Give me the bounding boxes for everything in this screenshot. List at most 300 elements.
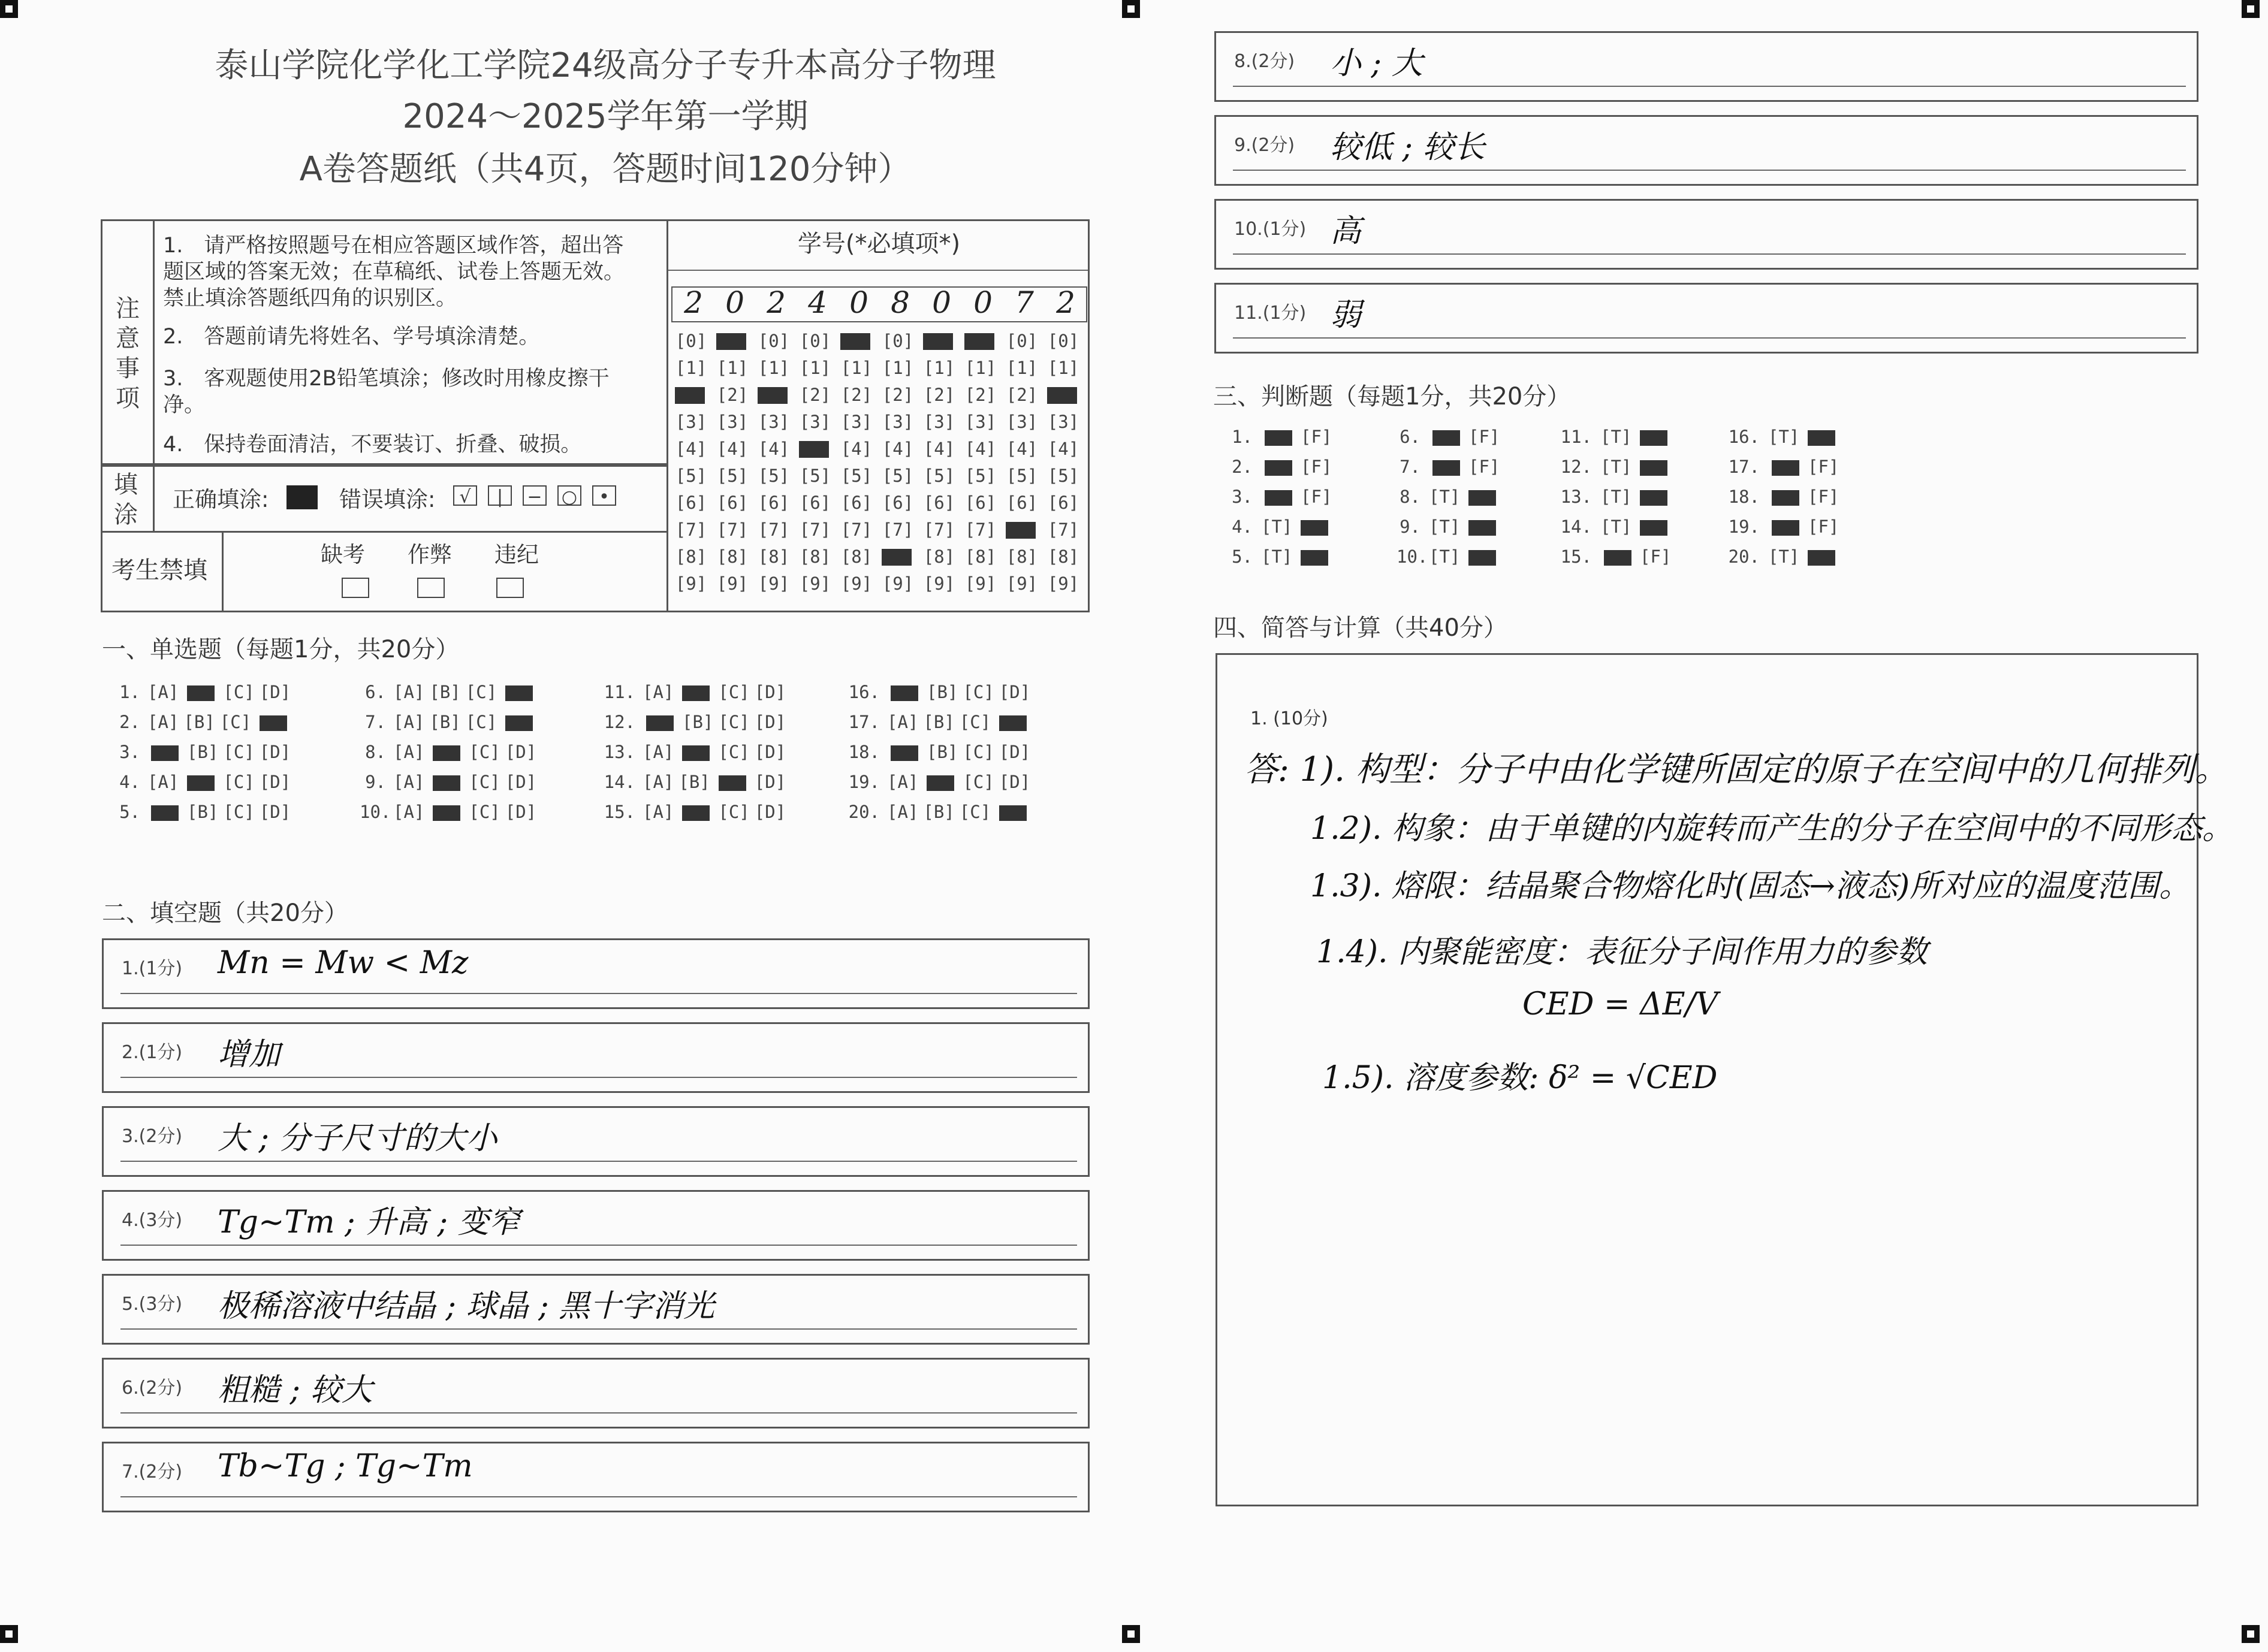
mc-option[interactable]: [A] (393, 802, 425, 822)
tf-option-filled[interactable] (1772, 490, 1799, 506)
student-id-bubble[interactable]: [8] (1006, 546, 1038, 567)
student-id-bubble[interactable]: [0] (1006, 331, 1038, 351)
mc-option-filled[interactable] (682, 805, 710, 821)
fill-blank-box[interactable] (1214, 199, 2198, 270)
fill-blank-box[interactable] (1214, 283, 2198, 354)
mc-option[interactable]: [C] (963, 742, 994, 762)
student-id-left-border (666, 219, 668, 612)
mc-option[interactable]: [B] (429, 712, 461, 732)
tf-option-filled[interactable] (1808, 430, 1835, 446)
tf-option[interactable]: [F] (1468, 427, 1500, 447)
tf-option-filled[interactable] (1265, 460, 1292, 476)
answer-line-3: 1.3). 熔限：结晶聚合物熔化时(固态→液态)所对应的温度范围。 (1310, 868, 2191, 904)
student-id-bubble[interactable]: [9] (923, 573, 955, 594)
mc-option[interactable]: [C] (963, 682, 994, 702)
tf-question-row (1726, 427, 1841, 447)
answer-line-4: 1.4). 内聚能密度：表征分子间作用力的参数 (1316, 934, 1928, 970)
student-id-bubble[interactable]: [5] (964, 466, 997, 486)
student-id-bubble[interactable]: [6] (799, 493, 831, 513)
tf-question-row (1397, 457, 1502, 477)
student-id-bubble[interactable]: [8] (675, 546, 707, 567)
tf-option-filled[interactable] (1432, 460, 1460, 476)
tf-option-filled[interactable] (1265, 490, 1292, 506)
student-id-bubble[interactable]: [1] (840, 358, 873, 378)
student-id-bubble[interactable]: [2] (923, 385, 955, 405)
mc-option[interactable]: [C] (718, 742, 750, 762)
student-id-bubble[interactable]: [3] (675, 412, 707, 432)
tf-option[interactable]: [T] (1429, 546, 1461, 567)
student-id-bubble-filled[interactable] (964, 333, 994, 350)
student-id-bubble[interactable]: [7] (675, 520, 707, 540)
mc-option[interactable]: [D] (259, 682, 291, 702)
mc-option[interactable]: [B] (187, 742, 219, 762)
fill-guide-wrong-label: 错误填涂: (339, 487, 436, 512)
student-id-bubble[interactable]: [7] (1047, 520, 1079, 540)
fill-blank-answer: Tg~Tm ; 升高 ; 变窄 (218, 1204, 520, 1240)
mc-option-filled[interactable] (891, 685, 918, 701)
tf-question-number: 17. (1728, 457, 1760, 477)
mc-option[interactable]: [D] (754, 682, 786, 702)
student-id-bubble[interactable]: [0] (675, 331, 707, 351)
student-id-bubble-filled[interactable] (799, 441, 829, 458)
tf-option-filled[interactable] (1432, 430, 1460, 446)
student-id-bubble[interactable]: [5] (799, 466, 831, 486)
student-id-digit: 0 (849, 285, 868, 320)
student-id-bubble[interactable]: [1] (758, 358, 790, 378)
student-id-bubble[interactable]: [7] (840, 520, 873, 540)
student-id-bubble-filled[interactable] (1047, 387, 1077, 404)
fill-guide-label: 填涂 (114, 471, 138, 528)
student-id-bubble-filled[interactable] (758, 387, 788, 404)
tf-question-row (1558, 546, 1673, 567)
mc-option[interactable]: [B] (183, 712, 215, 732)
tf-option[interactable]: [T] (1429, 487, 1461, 507)
student-id-bubble[interactable]: [1] (923, 358, 955, 378)
student-id-bubble[interactable]: [3] (799, 412, 831, 432)
mc-option[interactable]: [D] (259, 742, 291, 762)
student-id-bubble[interactable]: [3] (840, 412, 873, 432)
tf-option-filled[interactable] (1301, 520, 1328, 536)
mc-option[interactable]: [C] (223, 742, 255, 762)
student-id-bubble[interactable]: [5] (1047, 466, 1079, 486)
mc-option[interactable]: [C] (718, 682, 750, 702)
student-id-bubble[interactable]: [8] (799, 546, 831, 567)
mc-option[interactable]: [B] (678, 772, 710, 792)
fill-blank-answer: Mn = Mw < Mz (218, 945, 469, 981)
mc-option[interactable]: [C] (469, 742, 500, 762)
student-id-bubble[interactable]: [2] (882, 385, 914, 405)
mc-option[interactable]: [B] (927, 682, 958, 702)
fill-blank-box[interactable] (102, 938, 1090, 1009)
notice-label: 注意事项 (116, 295, 140, 412)
mc-option-filled[interactable] (260, 715, 287, 731)
tf-option[interactable]: [T] (1600, 487, 1632, 507)
wrong-sample-bar: | (488, 485, 512, 506)
student-id-bubble[interactable]: [1] (1006, 358, 1038, 378)
mc-option[interactable]: [B] (429, 682, 461, 702)
mc-option-filled[interactable] (682, 745, 710, 761)
tf-option[interactable]: [F] (1808, 487, 1839, 507)
student-id-bubble[interactable]: [2] (1006, 385, 1038, 405)
fill-blank-box[interactable] (102, 1022, 1090, 1093)
tf-question-row (1726, 457, 1841, 477)
student-id-bubble[interactable]: [2] (716, 385, 749, 405)
student-id-bubble[interactable]: [6] (923, 493, 955, 513)
mc-option[interactable]: [A] (393, 772, 425, 792)
mc-question-number: 16. (848, 682, 880, 702)
student-id-bubble[interactable]: [8] (964, 546, 997, 567)
exam-paper-info: A卷答题纸（共4页，答题时间120分钟） (299, 150, 912, 189)
mc-option-filled[interactable] (187, 685, 215, 701)
tf-option[interactable]: [T] (1261, 546, 1293, 567)
student-id-bubble[interactable]: [4] (1047, 439, 1079, 459)
student-id-bubble[interactable]: [5] (840, 466, 873, 486)
fill-guide-correct-label: 正确填涂: (173, 487, 269, 512)
student-id-bubble[interactable]: [6] (675, 493, 707, 513)
tf-option-filled[interactable] (1772, 460, 1799, 476)
student-id-bubble[interactable]: [5] (1006, 466, 1038, 486)
mc-option[interactable]: [D] (999, 742, 1031, 762)
mc-option[interactable]: [D] (505, 802, 537, 822)
mc-option-filled[interactable] (151, 805, 179, 821)
tf-option[interactable]: [T] (1768, 546, 1800, 567)
flag-violation-checkbox[interactable] (496, 578, 524, 598)
student-id-bubble[interactable]: [9] (716, 573, 749, 594)
student-id-bubble[interactable]: [5] (882, 466, 914, 486)
student-id-bubble[interactable]: [6] (964, 493, 997, 513)
mc-option[interactable]: [C] (959, 712, 991, 732)
student-id-bubble[interactable]: [2] (840, 385, 873, 405)
student-id-bubble[interactable]: [5] (675, 466, 707, 486)
student-id-bubble[interactable]: [0] (1047, 331, 1079, 351)
student-id-bubble[interactable]: [4] (840, 439, 873, 459)
fill-blank-box[interactable] (102, 1442, 1090, 1512)
student-id-bubble[interactable]: [4] (716, 439, 749, 459)
student-id-bubble[interactable]: [5] (923, 466, 955, 486)
flag-absent-label: 缺考 (321, 542, 365, 567)
student-id-bubble[interactable]: [9] (799, 573, 831, 594)
student-id-bubble[interactable]: [9] (882, 573, 914, 594)
tf-question-row (1558, 427, 1673, 447)
fill-blank-box[interactable] (102, 1190, 1090, 1261)
student-id-bubble[interactable]: [9] (840, 573, 873, 594)
mc-question-row (599, 772, 788, 792)
fill-blank-box[interactable] (102, 1358, 1090, 1428)
tf-option-filled[interactable] (1640, 430, 1667, 446)
student-id-bubble-filled[interactable] (675, 387, 705, 404)
mc-option[interactable]: [A] (643, 682, 674, 702)
mc-option[interactable]: [D] (999, 772, 1031, 792)
tf-option-filled[interactable] (1468, 520, 1496, 536)
tf-option[interactable]: [T] (1600, 427, 1632, 447)
mc-option[interactable]: [C] (959, 802, 991, 822)
student-id-bubble[interactable]: [9] (758, 573, 790, 594)
mc-option-filled[interactable] (433, 775, 460, 791)
student-id-bubble[interactable]: [1] (675, 358, 707, 378)
mc-option[interactable]: [C] (718, 712, 750, 732)
mc-option-filled[interactable] (187, 775, 215, 791)
student-id-bubble[interactable]: [7] (758, 520, 790, 540)
mc-option[interactable]: [D] (259, 772, 291, 792)
mc-question-row (844, 772, 1033, 792)
tf-question-row (1229, 546, 1334, 567)
fill-blank-number: 3.(2分) (122, 1126, 183, 1147)
fill-blank-underline (1233, 253, 2186, 255)
student-id-bubble[interactable]: [1] (1047, 358, 1079, 378)
mc-option[interactable]: [A] (643, 742, 674, 762)
tf-option-filled[interactable] (1640, 460, 1667, 476)
mc-option[interactable]: [C] (219, 712, 252, 732)
student-id-bubble[interactable]: [8] (758, 546, 790, 567)
student-id-bubble[interactable]: [7] (799, 520, 831, 540)
tf-option[interactable]: [T] (1429, 517, 1461, 537)
tf-option-filled[interactable] (1604, 550, 1631, 566)
tf-question-row (1229, 457, 1334, 477)
student-id-bubble[interactable]: [4] (964, 439, 997, 459)
student-id-bubble[interactable]: [5] (758, 466, 790, 486)
student-id-bubble[interactable]: [8] (840, 546, 873, 567)
mc-option[interactable]: [A] (393, 742, 425, 762)
student-id-bubble[interactable]: [6] (716, 493, 749, 513)
student-id-bubble[interactable]: [5] (716, 466, 749, 486)
student-id-bubble[interactable]: [1] (716, 358, 749, 378)
mc-option-filled[interactable] (682, 685, 710, 701)
student-id-bubble[interactable]: [3] (882, 412, 914, 432)
mc-option-filled[interactable] (433, 745, 460, 761)
student-id-bubble[interactable]: [2] (964, 385, 997, 405)
mc-option[interactable]: [B] (187, 802, 219, 822)
fill-guide-correct-sample (286, 485, 318, 509)
mc-option[interactable]: [A] (393, 682, 425, 702)
tf-option[interactable]: [F] (1468, 457, 1500, 477)
flag-violation-label: 违纪 (494, 542, 539, 567)
student-id-bubble[interactable]: [9] (964, 573, 997, 594)
mc-option-filled[interactable] (433, 805, 460, 821)
tf-option[interactable]: [F] (1301, 427, 1332, 447)
mc-option[interactable]: [C] (223, 682, 255, 702)
fill-blank-number: 10.(1分) (1234, 219, 1307, 240)
student-id-bubble[interactable]: [3] (1047, 412, 1079, 432)
student-id-bubble[interactable]: [6] (1006, 493, 1038, 513)
tf-option-filled[interactable] (1808, 550, 1835, 566)
notice-item-2: 2. 答题前请先将姓名、学号填涂清楚。 (163, 325, 540, 349)
mc-question-number: 6. (365, 682, 386, 702)
answer-line-2: 1.2). 构象：由于单键的内旋转而产生的分子在空间中的不同形态。 (1310, 811, 2234, 847)
tf-question-number: 5. (1232, 546, 1253, 567)
mc-option[interactable]: [A] (147, 772, 179, 792)
mc-question-row (114, 682, 293, 702)
mc-option[interactable]: [A] (643, 802, 674, 822)
student-id-digit: 0 (725, 285, 744, 320)
student-id-bubble-filled[interactable] (716, 333, 746, 350)
tf-option-filled[interactable] (1640, 520, 1667, 536)
tf-question-row (1229, 487, 1334, 507)
fill-blank-number: 5.(3分) (122, 1294, 183, 1315)
student-id-bubble-filled[interactable] (882, 549, 912, 566)
student-id-bubble[interactable]: [0] (799, 331, 831, 351)
mc-option[interactable]: [A] (393, 712, 425, 732)
tf-question-number: 16. (1728, 427, 1760, 447)
student-id-bubble[interactable]: [4] (758, 439, 790, 459)
fill-blank-underline (1233, 170, 2186, 171)
mc-option-filled[interactable] (999, 805, 1027, 821)
mc-option[interactable]: [C] (223, 772, 255, 792)
mc-option[interactable]: [C] (465, 712, 497, 732)
tf-question-number: 8. (1400, 487, 1420, 507)
mc-option[interactable]: [D] (259, 802, 291, 822)
tf-option-filled[interactable] (1640, 490, 1667, 506)
student-id-bubble-filled[interactable] (840, 333, 870, 350)
student-id-bubble[interactable]: [3] (923, 412, 955, 432)
fill-blank-box[interactable] (1214, 31, 2198, 102)
tf-option[interactable]: [T] (1768, 427, 1800, 447)
tf-question-row (1397, 427, 1502, 447)
student-id-bubble[interactable]: [4] (923, 439, 955, 459)
mc-option[interactable]: [B] (682, 712, 714, 732)
student-id-bubble[interactable]: [8] (1047, 546, 1079, 567)
mc-question-number: 8. (365, 742, 386, 762)
tf-option-filled[interactable] (1468, 490, 1496, 506)
tf-question-number: 13. (1560, 487, 1592, 507)
mc-option[interactable]: [D] (754, 802, 786, 822)
student-id-bubble[interactable]: [3] (758, 412, 790, 432)
student-id-bubble[interactable]: [1] (799, 358, 831, 378)
tf-option[interactable]: [F] (1808, 457, 1839, 477)
student-id-digit: 2 (767, 285, 786, 320)
student-id-title: 学号(*必填项*) (797, 230, 961, 258)
fill-blank-box[interactable] (102, 1106, 1090, 1177)
mc-option[interactable]: [C] (469, 802, 500, 822)
student-id-bubble[interactable]: [4] (1006, 439, 1038, 459)
section2-title: 二、填空题（共20分） (102, 899, 348, 927)
student-id-bubble[interactable]: [9] (675, 573, 707, 594)
mc-option-filled[interactable] (646, 715, 674, 731)
student-id-bubble[interactable]: [0] (882, 331, 914, 351)
student-id-bubble[interactable]: [9] (1006, 573, 1038, 594)
tf-question-row (1229, 427, 1334, 447)
mc-option-filled[interactable] (151, 745, 179, 761)
student-id-bubble[interactable]: [1] (964, 358, 997, 378)
fill-blank-box[interactable] (1214, 115, 2198, 186)
student-id-bubble[interactable]: [6] (882, 493, 914, 513)
tf-option[interactable]: [F] (1301, 487, 1332, 507)
mc-option[interactable]: [C] (223, 802, 255, 822)
mc-option[interactable]: [A] (643, 772, 674, 792)
mc-question-row (599, 682, 788, 702)
tf-option[interactable]: [T] (1600, 517, 1632, 537)
mc-question-row (360, 682, 539, 702)
student-id-bubble[interactable]: [3] (1006, 412, 1038, 432)
mc-option[interactable]: [C] (469, 772, 500, 792)
student-id-digit: 8 (891, 285, 910, 320)
fill-blank-answer: 较低 ; 较长 (1330, 129, 1485, 165)
mc-option[interactable]: [D] (999, 682, 1031, 702)
mc-option[interactable]: [C] (718, 802, 750, 822)
student-id-bubble[interactable]: [9] (1047, 573, 1079, 594)
mc-option[interactable]: [C] (963, 772, 994, 792)
student-id-bubble[interactable]: [8] (716, 546, 749, 567)
mc-question-number: 14. (604, 772, 635, 792)
mc-option-filled[interactable] (891, 745, 918, 761)
mc-question-row (360, 772, 539, 792)
tf-option-filled[interactable] (1301, 550, 1328, 566)
mc-option[interactable]: [A] (887, 772, 919, 792)
student-id-bubble[interactable]: [1] (882, 358, 914, 378)
student-id-bubble[interactable]: [6] (1047, 493, 1079, 513)
fill-blank-answer: Tb~Tg ; Tg~Tm (218, 1448, 473, 1484)
mc-option[interactable]: [A] (887, 712, 919, 732)
mc-option[interactable]: [C] (465, 682, 497, 702)
mc-option[interactable]: [D] (754, 742, 786, 762)
fill-blank-number: 8.(2分) (1234, 51, 1295, 72)
tf-option[interactable]: [F] (1808, 517, 1839, 537)
mc-option[interactable]: [B] (927, 742, 958, 762)
flag-cheat-label: 作弊 (408, 542, 452, 567)
fill-blank-box[interactable] (102, 1274, 1090, 1345)
student-id-bubble[interactable]: [7] (964, 520, 997, 540)
mc-option-filled[interactable] (999, 715, 1027, 731)
mc-option-filled[interactable] (505, 685, 533, 701)
student-id-bubble[interactable]: [3] (716, 412, 749, 432)
mc-question-number: 5. (119, 802, 140, 822)
tf-option-filled[interactable] (1468, 550, 1496, 566)
corner-marker-bottom-left (0, 1625, 18, 1643)
tf-option[interactable]: [T] (1261, 517, 1293, 537)
tf-question-number: 7. (1400, 457, 1420, 477)
student-id-bubble[interactable]: [7] (716, 520, 749, 540)
tf-option[interactable]: [F] (1301, 457, 1332, 477)
mc-option-filled[interactable] (505, 715, 533, 731)
mc-question-number: 3. (119, 742, 140, 762)
student-id-bubble[interactable]: [4] (882, 439, 914, 459)
mc-option[interactable]: [B] (923, 802, 955, 822)
student-id-bubble[interactable]: [3] (964, 412, 997, 432)
mc-option[interactable]: [D] (505, 772, 537, 792)
mc-option[interactable]: [A] (887, 802, 919, 822)
student-id-bubble[interactable]: [7] (923, 520, 955, 540)
flag-absent-checkbox[interactable] (342, 578, 369, 598)
student-id-bubble-filled[interactable] (923, 333, 953, 350)
mc-option[interactable]: [B] (923, 712, 955, 732)
fill-guide-wrong-samples (453, 484, 616, 506)
tf-option-filled[interactable] (1265, 430, 1292, 446)
flag-cheat-checkbox[interactable] (417, 578, 445, 598)
mc-option[interactable]: [A] (147, 682, 179, 702)
corner-marker-top-left (0, 0, 18, 18)
mc-option[interactable]: [D] (505, 742, 537, 762)
fill-blank-underline (120, 1496, 1077, 1497)
tf-option[interactable]: [F] (1640, 546, 1672, 567)
student-id-bubble[interactable]: [0] (758, 331, 790, 351)
mc-option[interactable]: [D] (754, 772, 786, 792)
fill-blank-answer: 极稀溶液中结晶 ; 球晶 ; 黑十字消光 (218, 1288, 715, 1324)
student-id-bubble[interactable]: [8] (923, 546, 955, 567)
student-id-bubble[interactable]: [2] (799, 385, 831, 405)
student-id-bubble[interactable]: [6] (840, 493, 873, 513)
fill-blank-number: 4.(3分) (122, 1210, 183, 1231)
student-id-bubble[interactable]: [6] (758, 493, 790, 513)
mc-option[interactable]: [A] (147, 712, 179, 732)
student-id-bubble-filled[interactable] (1006, 522, 1036, 539)
mc-option-filled[interactable] (719, 775, 746, 791)
mc-option-filled[interactable] (927, 775, 954, 791)
student-id-bubble[interactable]: [4] (675, 439, 707, 459)
student-id-digit: 0 (973, 285, 993, 320)
mc-option[interactable]: [D] (754, 712, 786, 732)
student-id-bubble[interactable]: [7] (882, 520, 914, 540)
tf-option[interactable]: [T] (1600, 457, 1632, 477)
tf-option-filled[interactable] (1772, 520, 1799, 536)
